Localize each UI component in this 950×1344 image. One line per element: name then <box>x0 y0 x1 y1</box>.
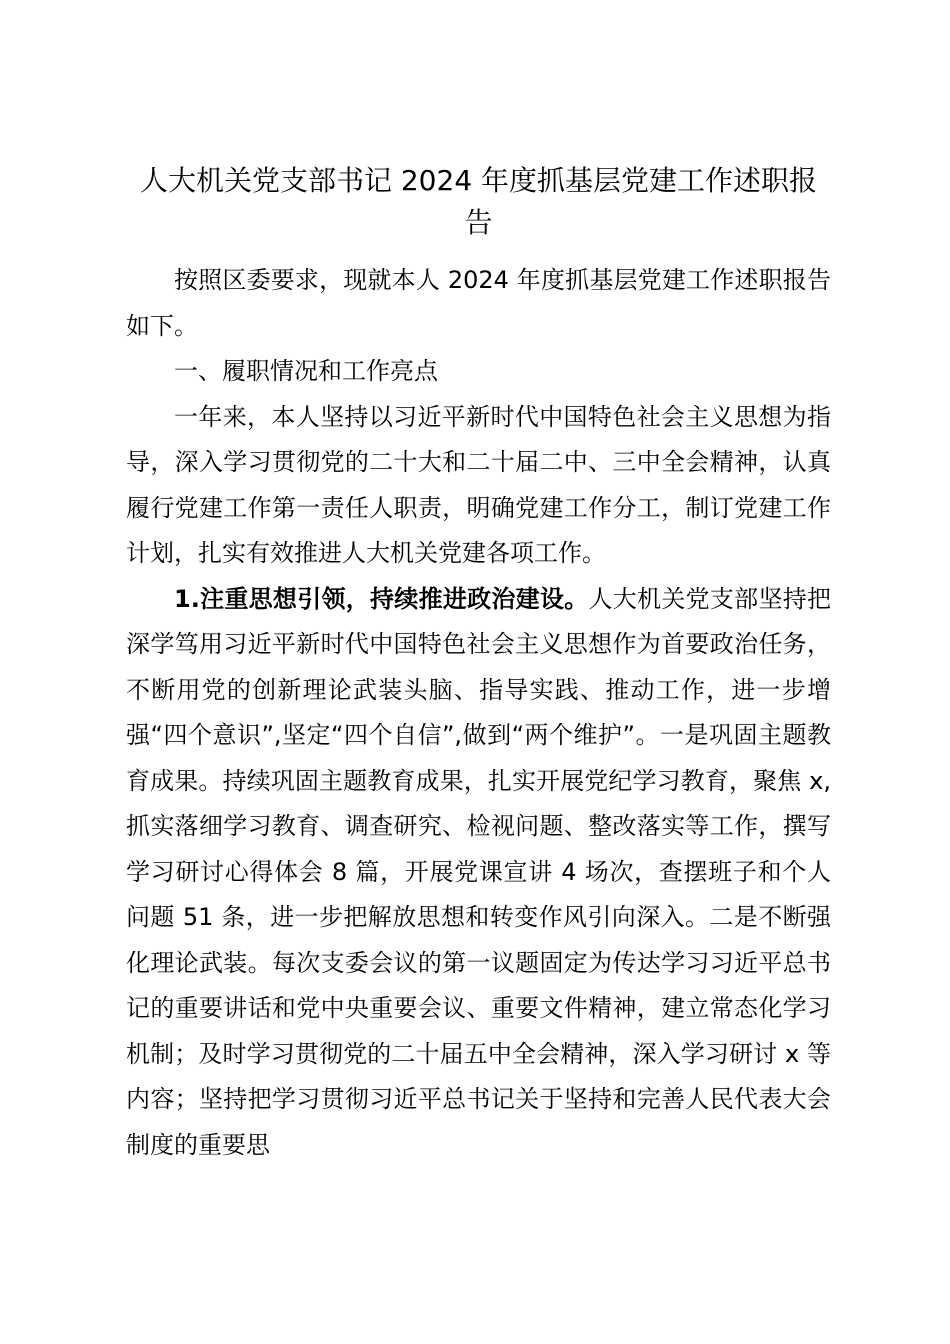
document-title: 人大机关党支部书记 2024 年度抓基层党建工作述职报告 <box>139 164 818 239</box>
document-page <box>126 160 831 1168</box>
intro-paragraph: 按照区委要求，现就本人 2024 年度抓基层党建工作述职报告如下。 <box>126 266 831 340</box>
item-1-body: 人大机关党支部坚持把深学笃用习近平新时代中国特色社会主义思想作为首要政治任务，不断用党的创新理论武装头脑、指导实践、推动工作，进一步增强“四个意识”,坚定“四个自信”,做到“两个维护”。一是巩固主题教育成果。持续巩固主题教育成果，扎实开展党纪学习教育，聚焦 x,抓实落细学习教育、调查研究、检视问题、整改落实等工作，撰写学习研讨心得体会 8 篇，开展党课宣讲 4 场次，查摆班子和个人问题 51 条，进一步把解放思想和转变作风引向深入。二是不断强化理论武装。每次支委会议的第一议题固定为传达学习习近平总书记的重要讲话和党中央重要会议、重要文件精神，建立常态化学习机制；及时学习贯彻党的二十届五中全会精神，深入学习研讨 x 等内容；坚持把学习贯彻习近平总书记关于坚持和完善人民代表大会制度的重要思 <box>126 584 831 1159</box>
section-heading: 一、履职情况和工作亮点 <box>174 357 438 385</box>
overview-paragraph: 一年来，本人坚持以习近平新时代中国特色社会主义思想为指导，深入学习贯彻党的二十大和二十届二中、三中全会精神，认真履行党建工作第一责任人职责，明确党建工作分工，制订党建工作计划，扎实有效推进人大机关党建各项工作。 <box>126 402 831 567</box>
item-1-lead: 1.注重思想引领，持续推进政治建设。 <box>174 584 589 613</box>
item-1-paragraph <box>126 577 831 1169</box>
